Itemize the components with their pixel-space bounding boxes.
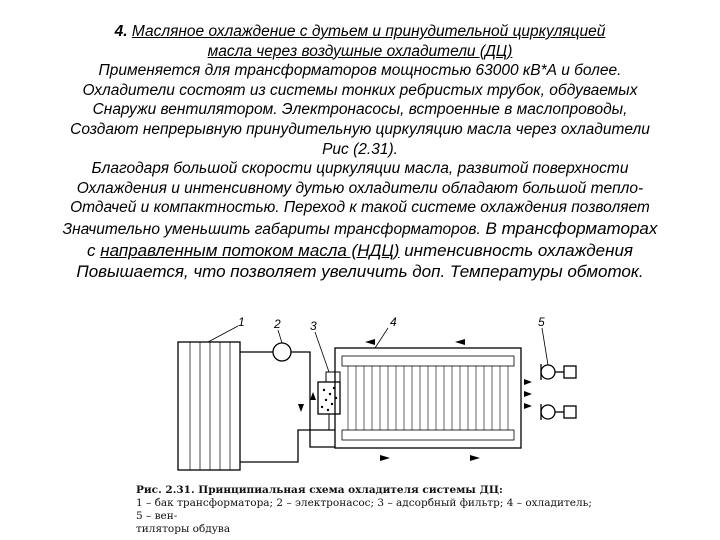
transformer-tank — [178, 342, 240, 470]
heading-line-1 — [6, 22, 714, 42]
caption-title: Рис. 2.31. Принципиальная схема охладителя системы ДЦ: — [136, 484, 503, 496]
paragraph-line-mixed — [6, 218, 714, 240]
diagram-label-2: 2 — [274, 317, 281, 331]
paragraph-line: Охлаждения и интенсивному дутью охладители обладают большой тепло- — [76, 179, 644, 197]
paragraph-line: Отдачей и компактностью. Переход к такой системе охлаждения позволяет — [70, 199, 650, 217]
paragraph-line: Охладители состоят из системы тонких ребристых трубок, обдуваемых — [82, 81, 638, 99]
fan-upper — [541, 365, 555, 379]
pump — [273, 343, 291, 361]
heading-title-1: Масляное охлаждение с дутьем и принудительной циркуляцией — [131, 23, 606, 40]
diagram-label-1: 1 — [238, 315, 245, 329]
text-block — [6, 22, 714, 282]
diagram-label-5: 5 — [538, 315, 545, 329]
heading-title-2: масла через воздушные охладители (ДЦ) — [207, 42, 513, 60]
paragraph-line: Рис (2.31). — [322, 140, 398, 158]
fan-lower — [541, 405, 555, 419]
diagram-label-3: 3 — [310, 319, 317, 333]
diagram-label-4: 4 — [390, 315, 397, 329]
paragraph-line: Благодаря большой скорости циркуляции масла, развитой поверхности — [91, 160, 629, 178]
ndc-prefix: с — [87, 240, 101, 260]
ndc-underlined: направленным потоком масла (НДЦ) — [100, 240, 400, 260]
caption-line: тиляторы обдува — [136, 523, 231, 535]
paragraph-line: Применяется для трансформаторов мощностью 63000 кВ*А и более. — [98, 62, 622, 80]
paragraph-line: Снаружи вентилятором. Электронасосы, встроенные в маслопроводы, — [92, 101, 628, 119]
mixed-big-text: В трансформаторах — [480, 218, 658, 238]
paragraph-line-last: Повышается, что позволяет увеличить доп. Температуры обмоток. — [76, 261, 644, 281]
paragraph-line-ndc — [6, 240, 714, 261]
oil-pipe-bottom — [240, 430, 335, 462]
mixed-small-text: Значительно уменьшить габариты трансформаторов. — [62, 220, 481, 238]
figure-caption — [136, 484, 596, 536]
heading-number: 4. — [114, 23, 128, 40]
heading-line-2 — [6, 42, 714, 62]
paragraph-line: Создают непрерывную принудительную циркуляцию масла через охладители — [70, 120, 650, 138]
caption-line: 1 – бак трансформатора; 2 – электронасос; 3 – адсорбный фильтр; 4 – охладитель; 5 – вен- — [136, 497, 592, 522]
ndc-suffix: интенсивность охлаждения — [399, 240, 633, 260]
cooling-system-diagram — [150, 312, 590, 482]
